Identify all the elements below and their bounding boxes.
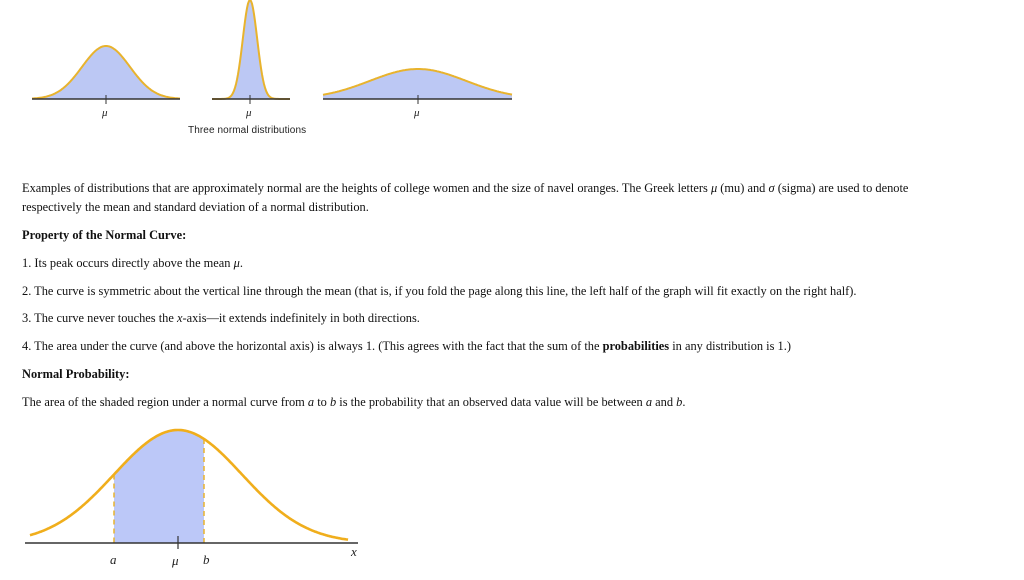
intro-text-1: Examples of distributions that are approximately normal are the heights of college women and the size of navel oranges. The Greek letters	[22, 181, 711, 195]
a-symbol: a	[645, 395, 653, 409]
property-item-4-end: in any distribution is 1.)	[669, 339, 791, 353]
np-text-3: is the probability that an observed data value will be between	[336, 395, 646, 409]
mean-label-1: μ	[102, 107, 108, 119]
label-mu: μ	[172, 553, 179, 568]
a-symbol: a	[307, 395, 315, 409]
b-symbol: b	[676, 395, 683, 409]
b-symbol: b	[329, 395, 337, 409]
np-text-4: and	[652, 395, 677, 409]
np-text-2: to	[314, 395, 330, 409]
property-item-3-end: -axis—it extends indefinitely in both directions.	[182, 311, 420, 325]
mu-symbol: μ	[710, 181, 718, 195]
sigma-symbol: σ	[768, 181, 775, 195]
x-symbol: x	[176, 311, 183, 325]
probabilities-bold: probabilities	[602, 339, 670, 353]
label-x: x	[351, 544, 357, 559]
shaded-region-a-to-b	[114, 430, 204, 543]
figure-caption: Three normal distributions	[188, 125, 307, 136]
property-item-1-end: .	[239, 256, 243, 270]
property-item-3-text: 3. The curve never touches the	[22, 311, 177, 325]
property-item-4-text: 4. The area under the curve (and above the horizontal axis) is always 1. (This agrees with the fact that the sum of the	[22, 339, 603, 353]
intro-text-2: (mu) and	[717, 181, 769, 195]
normal-probability-heading: Normal Probability:	[22, 367, 130, 381]
label-a: a	[110, 552, 117, 567]
mu-symbol: μ	[233, 256, 240, 270]
property-item-2: 2. The curve is symmetric about the vertical line through the mean (that is, if you fold the page along this line, the left half of the graph will fit exactly on the right half).	[22, 284, 857, 298]
property-item-1-text: 1. Its peak occurs directly above the mean	[22, 256, 234, 270]
label-b: b	[203, 552, 210, 567]
property-heading: Property of the Normal Curve:	[22, 228, 187, 242]
mean-label-2: μ	[246, 107, 252, 119]
np-text-1: The area of the shaded region under a normal curve from	[22, 395, 308, 409]
mean-label-3: μ	[414, 107, 420, 119]
np-text-5: .	[682, 395, 686, 409]
intro-paragraph-line-2: respectively the mean and standard deviation of a normal distribution.	[22, 200, 369, 214]
intro-text-3: (sigma) are used to denote	[774, 181, 909, 195]
